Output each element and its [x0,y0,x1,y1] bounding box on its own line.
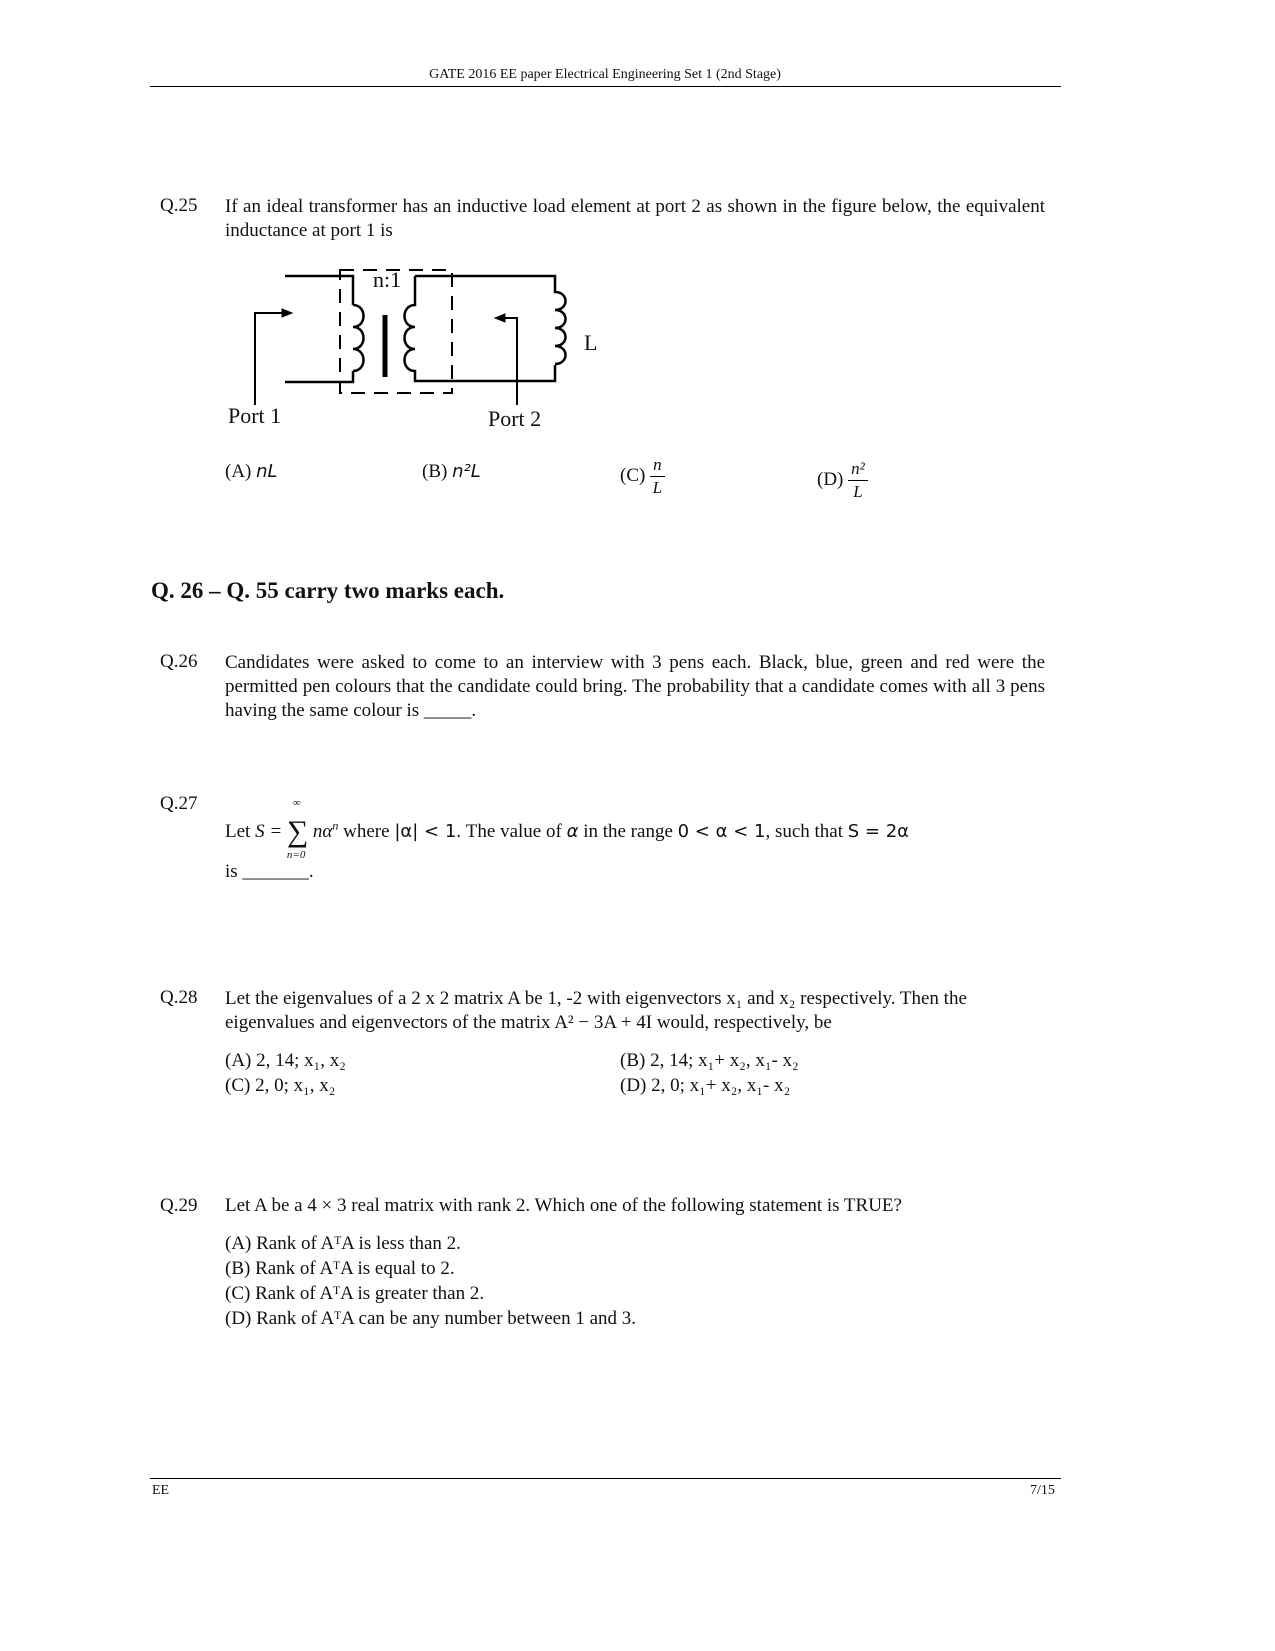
text: , such that [765,821,844,842]
q29-option-d[interactable]: (D) Rank of AᵀA can be any number between 1 and 3. [225,1308,637,1329]
q25-option-a[interactable] [225,461,278,483]
option-letter: (B) [422,461,448,482]
q26-number: Q.26 [160,651,198,672]
math: S = 2α [847,821,910,842]
math: nα [312,821,333,842]
text: Let [225,821,251,842]
q28-number: Q.28 [160,987,198,1008]
text: . The value of [456,821,562,842]
q25-text: If an ideal transformer has an inductive load element at port 2 as shown in the figure below, the equivalent inductance at port 1 is [225,196,1045,241]
q29-option-b[interactable]: (B) Rank of AᵀA is equal to 2. [225,1258,455,1279]
denominator: L [853,482,863,501]
q25-number: Q.25 [160,195,198,216]
q28-option-a[interactable]: (A) 2, 14; x₁, x₂ [225,1050,346,1071]
math: α [566,821,579,842]
port1-label: Port 1 [228,403,282,428]
q25-option-d[interactable] [817,458,868,503]
footer-subject: EE [152,1483,170,1498]
section-heading: Q. 26 – Q. 55 carry two marks each. [151,578,505,603]
sum-symbol: ∑ [286,815,309,848]
text: in the range [583,821,673,842]
q26-text: Candidates were asked to come to an interview with 3 pens each. Black, blue, green and red were the permitted pen colours that the candidate could bring. The probability that a candidate comes with all 3 pens having the same colour is _____. [225,652,1045,721]
option-letter: (D) [817,468,844,490]
q27-blank: is _______. [225,861,314,882]
header-rule [150,86,1061,87]
text: where [343,821,390,842]
math: |α| < 1 [394,821,457,842]
sum-lower: n=0 [286,849,306,861]
q25-option-b[interactable] [422,461,481,483]
q28-text-2: eigenvalues and eigenvectors of the matrix A² − 3A + 4I would, respectively, be [225,1012,832,1033]
q28-option-d[interactable]: (D) 2, 0; x₁+ x₂, x₁- x₂ [620,1075,791,1096]
numerator: n² [848,458,868,481]
port2-label: Port 2 [488,406,542,431]
option-letter: (A) [225,461,252,482]
math: S = [255,821,283,842]
q25-option-c[interactable] [620,454,665,499]
q29-option-c[interactable]: (C) Rank of AᵀA is greater than 2. [225,1283,485,1304]
q28-option-b[interactable]: (B) 2, 14; x₁+ x₂, x₁- x₂ [620,1050,799,1071]
numerator: n [650,454,665,477]
denominator: L [652,478,663,497]
option-value: n²L [452,461,481,482]
q29-option-a[interactable]: (A) Rank of AᵀA is less than 2. [225,1233,461,1254]
q27-number: Q.27 [160,793,198,814]
footer-rule [150,1478,1061,1479]
q29-number: Q.29 [160,1195,198,1216]
q28-text-1: Let the eigenvalues of a 2 x 2 matrix A be 1, -2 with eigenvectors x₁ and x₂ respectively. Then the [225,988,967,1009]
q29-text: Let A be a 4 × 3 real matrix with rank 2. Which one of the following statement is TRUE? [225,1195,902,1216]
q28-option-c[interactable]: (C) 2, 0; x₁, x₂ [225,1075,336,1096]
page-number: 7/15 [1030,1483,1055,1498]
option-value: nL [256,461,278,482]
load-label: L [584,330,598,355]
q27-text [225,797,910,861]
math: 0 < α < 1 [677,821,766,842]
sum-upper: ∞ [292,797,301,809]
page-header: GATE 2016 EE paper Electrical Engineering Set 1 (2nd Stage) [429,67,781,82]
option-letter: (C) [620,464,646,486]
turns-ratio-label: n:1 [373,267,402,292]
math: n [332,818,339,833]
